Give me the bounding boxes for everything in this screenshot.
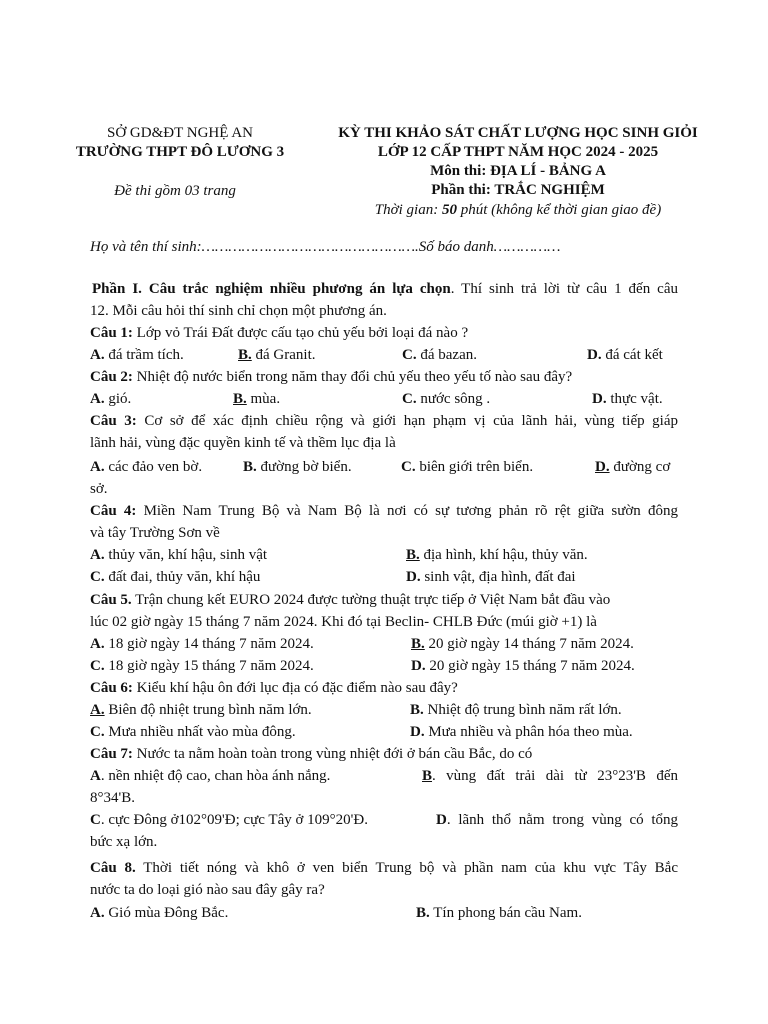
pages-note: Đề thi gồm 03 trang (114, 183, 236, 199)
q2-option-b: B. mùa. (233, 391, 281, 407)
q7-option-d-cont: bức xạ lớn. (90, 834, 158, 850)
question-3-line-2: lãnh hải, vùng đặc quyền kinh tế và thềm lục địa là (90, 435, 396, 451)
exam-grade-year: LỚP 12 CẤP THPT NĂM HỌC 2024 - 2025 (377, 144, 659, 160)
question-4-line-1: Câu 4: Miền Nam Trung Bộ và Nam Bộ là nơi có sự tương phản rõ rệt giữa sườn đông (90, 503, 678, 519)
q6-option-c: C. Mưa nhiều nhất vào mùa đông. (90, 724, 296, 740)
exam-time: Thời gian: 50 phút (không kể thời gian giao đề) (374, 202, 662, 218)
candidate-info-line: Họ và tên thí sinh:………………………………………….Số báo danh…………… (90, 239, 561, 255)
question-3-line-1: Câu 3: Cơ sở để xác định chiều rộng và giới hạn phạm vị của lãnh hải, vùng tiếp giáp (90, 413, 679, 429)
q3-option-c: C. biên giới trên biển. (401, 459, 534, 475)
q5-option-d: D. 20 giờ ngày 15 tháng 7 năm 2024. (411, 658, 635, 674)
q7-option-a: A. nền nhiệt độ cao, chan hòa ánh nắng. (90, 768, 331, 784)
q5-option-a: A. 18 giờ ngày 14 tháng 7 năm 2024. (90, 636, 314, 652)
q2-option-a: A. gió. (90, 391, 132, 407)
q2-option-c: C. nước sông . (402, 391, 491, 407)
q3-option-d-cont: sở. (90, 481, 108, 497)
q6-option-a: A. Biên độ nhiệt trung bình năm lớn. (90, 702, 312, 718)
question-6: Câu 6: Kiểu khí hậu ôn đới lục địa có đặc điểm nào sau đây? (90, 680, 458, 696)
q4-option-d: D. sinh vật, địa hình, đất đai (406, 569, 576, 585)
q7-option-d: D. lãnh thổ nằm trong vùng có tổng (436, 812, 678, 828)
q4-option-a: A. thủy văn, khí hậu, sinh vật (90, 547, 268, 563)
question-4-line-2: và tây Trường Sơn về (90, 525, 220, 541)
q6-option-d: D. Mưa nhiều và phân hóa theo mùa. (410, 724, 633, 740)
exam-part: Phần thi: TRẮC NGHIỆM (431, 182, 605, 198)
q7-option-b-cont: 8°34'B. (90, 790, 135, 806)
department-name: SỞ GD&ĐT NGHỆ AN (107, 125, 253, 141)
q7-option-b: B. vùng đất trải dài từ 23°23'B đến (422, 768, 678, 784)
question-8-line-1: Câu 8. Thời tiết nóng và khô ở ven biển Trung bộ và phần nam của khu vực Tây Bắc (90, 860, 678, 876)
q1-option-a: A. đá trầm tích. (90, 347, 184, 363)
question-2: Câu 2: Nhiệt độ nước biển trong năm thay đổi chủ yếu theo yếu tố nào sau đây? (90, 369, 573, 385)
q6-option-b: B. Nhiệt độ trung bình năm rất lớn. (410, 702, 622, 718)
question-1: Câu 1: Lớp vỏ Trái Đất được cấu tạo chủ yếu bởi loại đá nào ? (90, 325, 469, 341)
exam-title: KỲ THI KHẢO SÁT CHẤT LƯỢNG HỌC SINH GIỎI (338, 125, 698, 141)
q3-option-b: B. đường bờ biển. (243, 459, 352, 475)
q1-option-c: C. đá bazan. (402, 347, 477, 363)
section-title: Phần I. Câu trắc nghiệm nhiều phương án lựa chọn (92, 281, 451, 297)
q4-option-c: C. đất đai, thủy văn, khí hậu (90, 569, 261, 585)
q3-option-a: A. các đảo ven bờ. (90, 459, 203, 475)
q4-option-b: B. địa hình, khí hậu, thủy văn. (406, 547, 588, 563)
q2-option-d: D. thực vật. (592, 391, 663, 407)
q7-option-c: C. cực Đông ở102°09'Đ; cực Tây ở 109°20'Đ. (90, 812, 368, 828)
q3-option-d: D. đường cơ (595, 459, 671, 475)
question-8-line-2: nước ta do loại gió nào sau đây gây ra? (90, 882, 325, 898)
question-5-line-2: lúc 02 giờ ngày 15 tháng 7 năm 2024. Khi đó tại Beclin- CHLB Đức (múi giờ +1) là (90, 614, 597, 630)
q1-option-d: D. đá cát kết (587, 347, 663, 363)
exam-subject: Môn thi: ĐỊA LÍ - BẢNG A (430, 163, 606, 179)
q1-option-b: B. đá Granit. (238, 347, 316, 363)
question-7: Câu 7: Nước ta nằm hoàn toàn trong vùng nhiệt đới ở bán cầu Bắc, do có (90, 746, 533, 762)
section-intro-line-2: 12. Mỗi câu hỏi thí sinh chỉ chọn một phương án. (90, 303, 387, 319)
q8-option-a: A. Gió mùa Đông Bắc. (90, 905, 229, 921)
q8-option-b: B. Tín phong bán cầu Nam. (416, 905, 582, 921)
question-5-line-1: Câu 5. Trận chung kết EURO 2024 được tường thuật trực tiếp ở Việt Nam bắt đầu vào (90, 592, 611, 608)
school-name: TRƯỜNG THPT ĐÔ LƯƠNG 3 (75, 144, 285, 160)
q5-option-b: B. 20 giờ ngày 14 tháng 7 năm 2024. (411, 636, 634, 652)
section-intro-line-1: Phần I. Câu trắc nghiệm nhiều phương án lựa chọn. Thí sinh trả lời từ câu 1 đến câu (92, 281, 678, 297)
q5-option-c: C. 18 giờ ngày 15 tháng 7 năm 2024. (90, 658, 314, 674)
